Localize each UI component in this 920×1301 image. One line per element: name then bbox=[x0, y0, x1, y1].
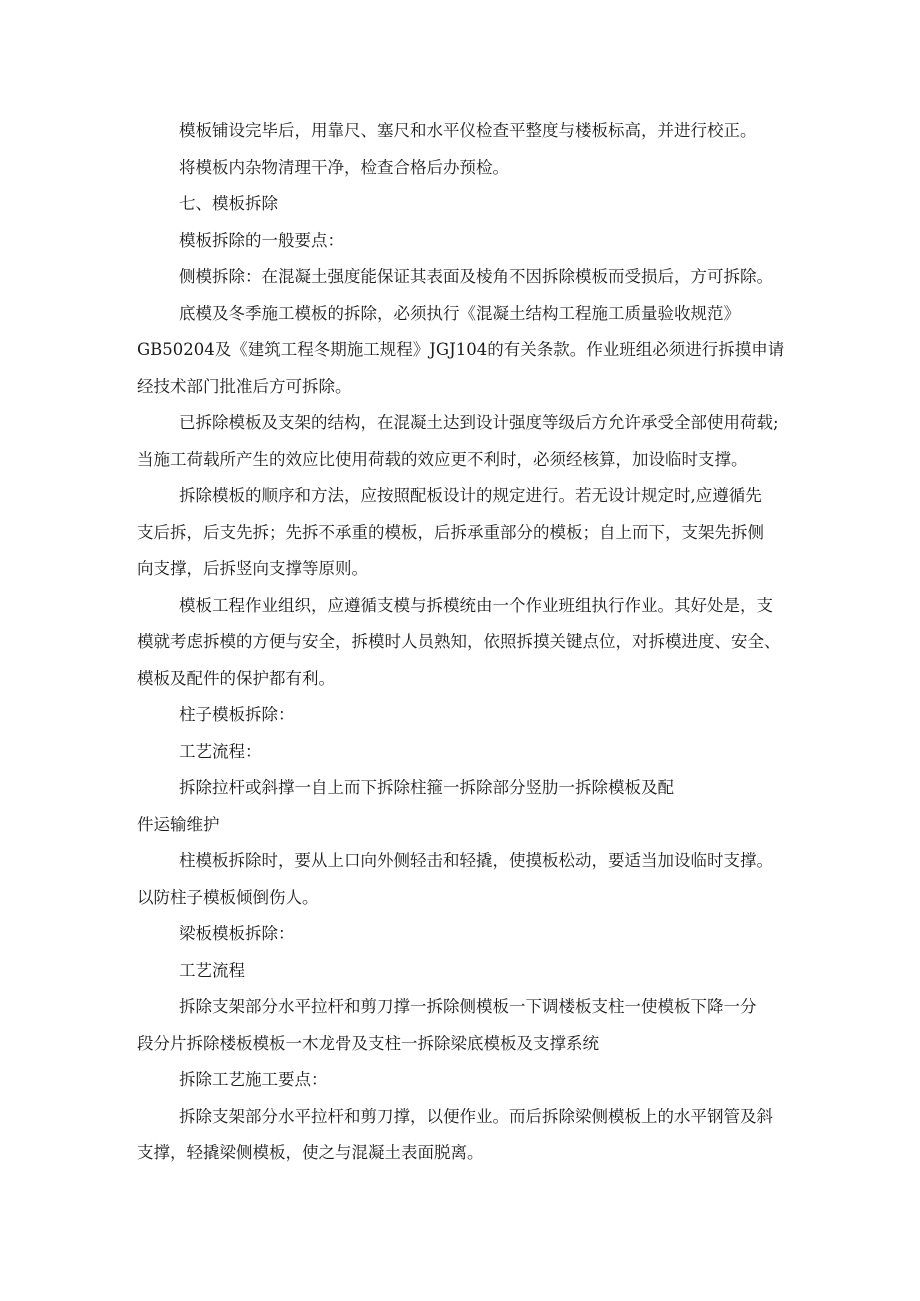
paragraph-side-form: 侧模拆除：在混凝土强度能保证其表面及棱角不因拆除模板而受损后，方可拆除。 bbox=[179, 267, 773, 286]
paragraph-cleanup: 将模板内杂物清理干净，检查合格后办预检。 bbox=[179, 158, 509, 177]
paragraph-bottom-form-line: 底模及冬季施工模板的拆除，必须执行《混凝土结构工程施工质量验收规范》 bbox=[179, 304, 740, 323]
paragraph-column-removal-line: 以防柱子模板倾倒伤人。 bbox=[137, 888, 319, 907]
paragraph-removed-structure-line: 当施工荷载所产生的效应比使用荷载的效应更不利时，必须经核算，加设临时支撑。 bbox=[137, 450, 748, 469]
paragraph-work-organization-line: 模就考虑拆模的方便与安全，拆模时人员熟知，依照拆摸关键点位，对拆模进度、安全、 bbox=[137, 632, 781, 651]
paragraph-formwork-check: 模板铺设完毕后，用靠尺、塞尺和水平仪检查平整度与楼板标高，并进行校正。 bbox=[179, 121, 757, 140]
subheading-process-flow: 工艺流程： bbox=[179, 742, 262, 761]
paragraph-removal-order-line: 向支撑，后拆竖向支撑等原则。 bbox=[137, 559, 368, 578]
paragraph-column-flow-line: 拆除拉杆或斜撑一自上而下拆除柱箍一拆除部分竖肋一拆除模板及配 bbox=[179, 778, 674, 797]
paragraph-removal-points-line: 支撑，轻撬梁侧模板，使之与混凝土表面脱离。 bbox=[137, 1143, 484, 1162]
paragraph-column-removal-line: 柱模板拆除时，要从上口向外侧轻击和轻撬，使摸板松动，要适当加设临时支撑。 bbox=[179, 851, 773, 870]
paragraph-column-flow-line: 件运输维护 bbox=[137, 815, 220, 834]
subheading-removal-key-points: 拆除工艺施工要点： bbox=[179, 1070, 328, 1089]
paragraph-removal-order-line: 支后拆，后支先拆；先拆不承重的模板，后拆承重部分的模板；自上而下，支架先拆侧 bbox=[137, 523, 764, 542]
paragraph-beam-flow-line: 段分片拆除楼板模板一木龙骨及支柱一拆除梁底模板及支撑系统 bbox=[137, 1034, 599, 1053]
subheading-column-removal: 柱子模板拆除： bbox=[179, 705, 295, 724]
paragraph-general-points: 模板拆除的一般要点： bbox=[179, 231, 344, 250]
paragraph-work-organization-line: 模板工程作业组织，应遵循支模与拆模统由一个作业班组执行作业。其好处是，支 bbox=[179, 596, 773, 615]
subheading-process-flow-2: 工艺流程 bbox=[179, 961, 245, 980]
paragraph-work-organization-line: 模板及配件的保护都有利。 bbox=[137, 669, 335, 688]
paragraph-beam-flow-line: 拆除支架部分水平拉杆和剪刀撑一拆除侧模板一下调楼板支柱一使模板下降一分 bbox=[179, 997, 757, 1016]
paragraph-removal-points-line: 拆除支架部分水平拉杆和剪刀撑，以便作业。而后拆除梁侧模板上的水平钢管及斜 bbox=[179, 1107, 773, 1126]
paragraph-bottom-form-line: 经技术部门批准后方可拆除。 bbox=[137, 377, 352, 396]
paragraph-removal-order-line: 拆除模板的顺序和方法，应按照配板设计的规定进行。若无设计规定时,应遵循先 bbox=[179, 486, 762, 505]
paragraph-removed-structure-line: 已拆除模板及支架的结构，在混凝土达到设计强度等级后方允许承受全部使用荷载; bbox=[179, 413, 779, 432]
subheading-beam-slab-removal: 梁板模板拆除： bbox=[179, 924, 295, 943]
paragraph-bottom-form-line: GB50204及《建筑工程冬期施工规程》JGJ104的有关条款。作业班组必须进行拆摸申请 bbox=[137, 340, 785, 359]
section-heading-removal: 七、模板拆除 bbox=[179, 194, 278, 213]
